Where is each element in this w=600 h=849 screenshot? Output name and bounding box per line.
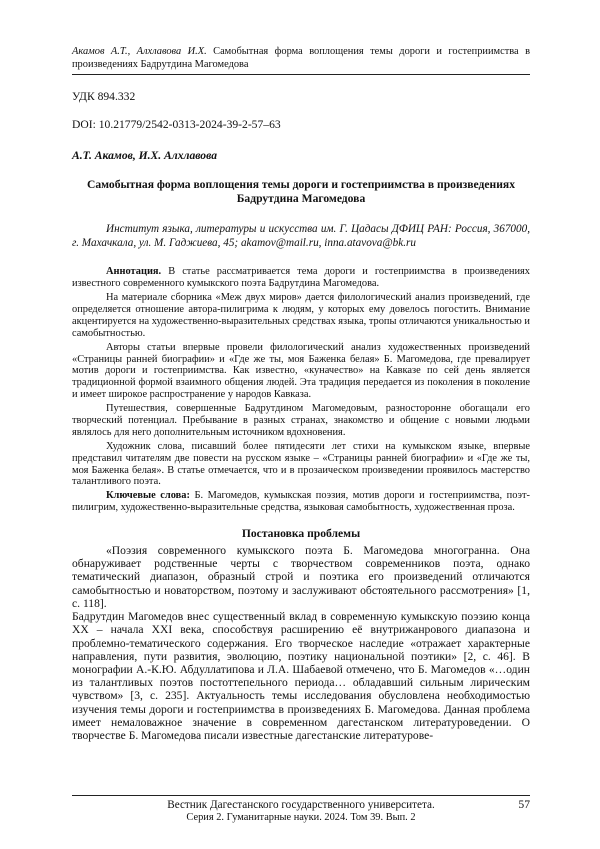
doi: DOI: 10.21779/2542-0313-2024-39-2-57–63 [72,118,281,131]
body-paragraph: «Поэзия современного кумыкского поэта Б. Магомедова многогранна. Она обнаруживает родственные черты с творчеством современников поэта, однако тематический диапазон, образный строй и поэтика его произведений отличаются самобытностью и новаторством, поэтому и заслуживают обстоятельного рассмотрения» [1, с. 118]. [72,544,530,610]
udc-code: УДК 894.332 [72,90,136,103]
authors-byline: А.Т. Акамов, И.Х. Алхлавова [72,149,218,162]
abstract-text: В статье рассматривается тема дороги и гостеприимства в произведениях известного современного кумыкского поэта Бадрутдина Магомедова. [72,266,530,289]
abstract-paragraph [72,266,530,290]
abstract-label: Аннотация. [106,266,162,278]
header-divider [72,74,530,75]
running-head [72,46,530,71]
article-title: Самобытная форма воплощения темы дороги и гостеприимства в произведениях Бадрутдина Магомедова [86,178,515,205]
page-footer [72,795,530,824]
body-paragraph: Бадрутдин Магомедов внес существенный вклад в современную кумыкскую поэзию конца XX – начала XXI века, способствуя расширению её внутрижанрового диапазона и проблемно-тематического содержания. Его творческое наследие «отражает характерные направления, пути развития, эволюцию, поэтику национальной поэтики» [2, с. 46]. В монографии А.-К.Ю. Абдуллатипова и Л.А. Шабаевой отмечено, что Б. Магомедов «…один из талантливых поэтов постоттепельного периода… обладавший сильным лирическим чувством» [3, с. 235]. Актуальность темы исследования обусловлена необходимостью изучения темы дороги и гостеприимства в произведениях Б. Магомедова. Данная проблема имеет немаловажное значение в современном дагестанском литературоведении. О творчестве Б. Магомедова писали известные дагестанские литературове- [72,610,530,742]
section-body [72,544,530,742]
abstract-paragraph: Путешествия, совершенные Бадрутдином Магомедовым, разносторонне обогащали его творческий потенциал. Пребывание в разных странах, знакомство и общение с новыми людьми являлось для него дополнительным источником вдохновения. [72,403,530,438]
keywords [72,490,530,514]
page-content [72,46,530,742]
affiliation: Институт языка, литературы и искусства им. Г. Цадасы ДФИЦ РАН: Россия, 367000, г. Махачкала, ул. М. Гаджиева, 45; akamov@mail.ru, inna.atavova@bk.ru [72,223,530,250]
running-head-title: Самобытная форма воплощения темы дороги и гостеприимства в произведениях Бадрутдина Магомедова [72,46,530,70]
abstract-paragraph: На материале сборника «Меж двух миров» дается филологический анализ произведений, где определяется отношение автора-пилигрима к людям, у которых ему довелось погостить. Внимание акцентируется на художественно-выразительных средствах языка, тропы отличаются уникальностью и самобытностью. [72,292,530,339]
keywords-text: Б. Магомедов, кумыкская поэзия, мотив дороги и гостеприимства, поэт-пилигрим, художественно-выразительные средства, языковая самобытность, художественная проза. [72,490,530,514]
abstract-paragraph: Художник слова, писавший более пятидесяти лет стихи на кумыкском языке, впервые представил читателям две повести на русском языке – «Страницы ранней биографии» и «Где же ты, моя Баженка белая». В статье отмечается, что и в прозаическом произведении проявилось мастерство талантливого поэта. [72,440,530,488]
journal-series: Серия 2. Гуманитарные науки. 2024. Том 39. Вып. 2 [186,812,416,823]
keywords-label: Ключевые слова: [106,490,190,502]
abstract [72,266,530,514]
running-head-authors: Акамов А.Т., Алхлавова И.Х. [72,46,207,57]
section-heading: Постановка проблемы [241,527,361,541]
page-number: 57 [518,798,530,811]
footer-divider [72,795,530,796]
journal-name: Вестник Дагестанского государственного университета. [167,799,435,811]
abstract-paragraph: Авторы статьи впервые провели филологический анализ художественных произведений «Страницы ранней биографии» и «Где же ты, моя Баженка белая» Б. Магомедова, где превалирует мотив дороги и гостеприимства. Как известно, «куначество» на Кавказе по сей день является традиционной формой взаимного общения людей. Эта традиция передается из поколения в поколение и имеет широкое распространение у народов Кавказа. [72,341,530,400]
